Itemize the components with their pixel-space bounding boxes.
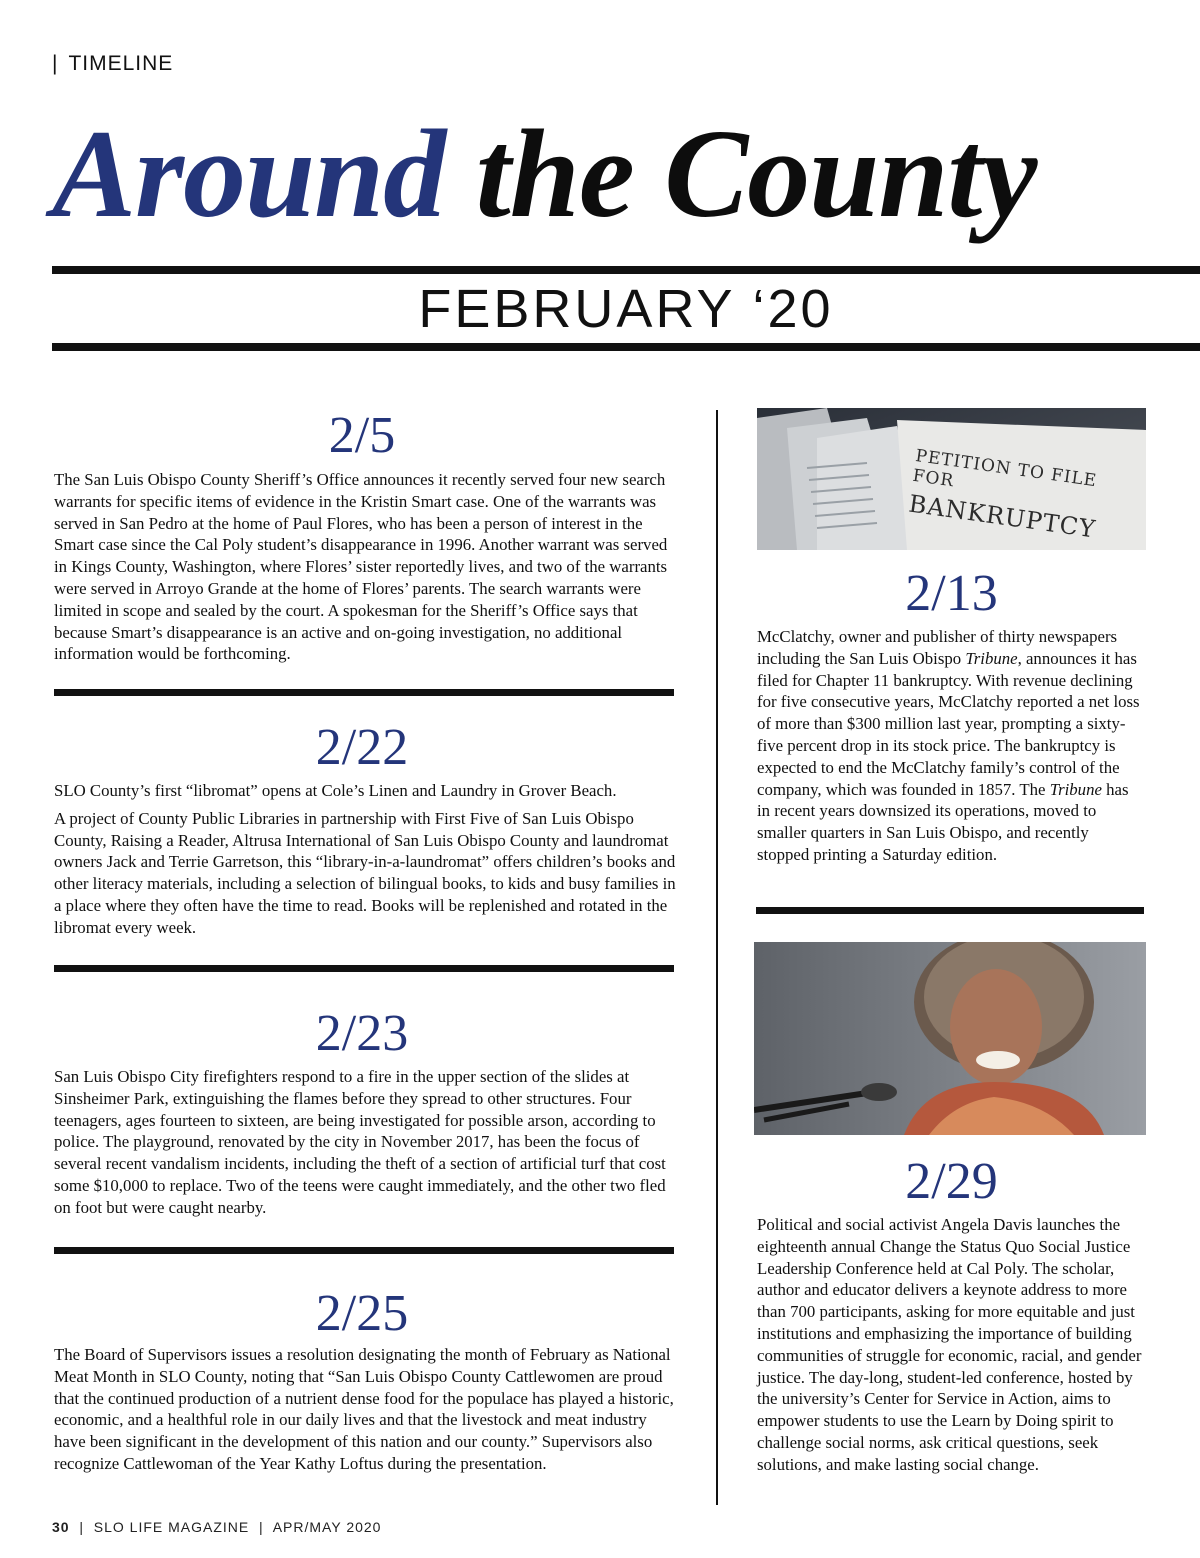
entry-text-2-5 (54, 469, 680, 671)
entry-date-2-29: 2/29 (905, 1153, 998, 1210)
entry-paragraph: Political and social activist Angela Davis launches the eighteenth annual Change the Status Quo Social Justice Leadership Conference held at Cal Poly. The scholar, author and educator delivers a keynote address to more than 700 participants, asking for more equitable and just institutions and emphasizing the importance of building communities of struggle for economic, racial, and gender justice. The day-long, student-led conference, hosted by the university’s Center for Service in Action, aims to empower students to use the Learn by Doing spirit to challenge social norms, ask critical questions, seek solutions, and make lasting social change. (757, 1215, 1142, 1474)
entry-text-italic: Tribune (965, 648, 1018, 668)
entry-date-2-25: 2/25 (315, 1285, 409, 1342)
page-footer (52, 1519, 381, 1535)
entry-date-2-13: 2/13 (905, 565, 998, 622)
entry-paragraph: The Board of Supervisors issues a resolution designating the month of February as National Meat Month in SLO County, noting that “San Luis Obispo County Cattlewomen are proud that the continued production of a nutrient dense food for the populace has played a historic, economic, and a healthful role in our daily lives and that the livestock and meat industry have been significant in the development of this nation and our county.” Supervisors also recognize Cattlewoman of the Year Kathy Loftus during the presentation. (54, 1345, 674, 1473)
photo-caption-line1: PETITION TO FILE FOR (911, 446, 1099, 492)
entry-separator (54, 1247, 674, 1254)
page-title (52, 100, 1200, 250)
entry-separator (756, 907, 1144, 914)
entry-paragraph: SLO County’s first “libromat” opens at Cole’s Linen and Laundry in Grover Beach. (54, 781, 617, 800)
entry-text-run: McClatchy, owner and publisher of thirty newspapers including the San Luis Obispo (757, 627, 1118, 668)
publication-name: SLO LIFE MAGAZINE (93, 1519, 250, 1535)
label-divider: | (52, 52, 59, 75)
entry-separator (54, 689, 674, 696)
entry-date-2-23: 2/23 (315, 1005, 409, 1062)
entry-paragraph: The San Luis Obispo County Sheriff’s Office announces it recently served four new search warrants for specific items of evidence in the Kristin Smart case. One of the warrants was served in San Pedro at the home of Paul Flores, who has been a person of interest in the Smart case since the Cal Poly student’s disappearance in 1996. Another warrant was served in Kings County, Washington, where Flores’ sister reportedly lives, and two of the warrants were served in Arroyo Grande at the home of Flores’ parents. The search warrants were limited in scope and sealed by the court. A spokesman for the Sheriff’s Office says that because Smart’s disappearance is an active and on-going investigation, no additional information would be forthcoming. (54, 470, 668, 664)
entry-text-2-23 (54, 1066, 680, 1225)
section-label (52, 52, 173, 76)
photo-caption-line2: BANKRUPTCY (906, 489, 1098, 544)
header-rule-bottom (52, 343, 1200, 351)
entry-date-2-22: 2/22 (315, 719, 409, 776)
entry-text-run: , announces it has filed for Chapter 11 bankruptcy. With revenue declining for five consecutive years, McClatchy reported a net loss of more than $300 million last year, prompting a sixty-five percent drop in its stock price. The bankruptcy is expected to end the McClatchy family’s control of the company, which was founded in 1857. The (757, 648, 1140, 799)
entry-date-2-5: 2/5 (328, 407, 396, 464)
entry-separator (54, 965, 674, 972)
page-number: 30 (52, 1519, 70, 1535)
column-divider (716, 410, 718, 1505)
entry-text-2-25 (54, 1344, 680, 1481)
footer-divider: | (74, 1519, 94, 1535)
entry-paragraph: San Luis Obispo City firefighters respond to a fire in the upper section of the slides at Sinsheimer Park, extinguishing the flames before they spread to other structures. Four teenagers, ages fourteen to sixteen, are being investigated for possible arson, according to police. The playground, renovated by the city in November 2017, has been the focus of several recent vandalism incidents, including the theft of a section of artificial turf that cost some $10,000 to replace. Two of the teens were caught immediately, and the other two fled on foot but were caught nearby. (54, 1067, 666, 1217)
entry-text-2-13 (757, 626, 1145, 872)
section-label-text: TIMELINE (68, 52, 174, 75)
title-word-around: Around (52, 105, 446, 244)
entry-text-2-22 (54, 780, 680, 945)
bankruptcy-photo (757, 408, 1146, 550)
entry-paragraph: A project of County Public Libraries in partnership with First Five of San Luis Obispo County, Raising a Reader, Altrusa International of San Luis Obispo County and laundromat owners Jack and Terrie Garretson, this “library-in-a-laundromat” offers children’s books and other literacy materials, including a selection of bilingual books, to kids and busy families in a place where they often have the time to read. Books will be replenished and rotated in the libromat every week. (54, 808, 676, 937)
entry-text-italic: Tribune (1049, 779, 1102, 799)
entry-text-run: has in recent years downsized its operations, moved to smaller quarters in San Luis Obispo, and recently stopped printing a Saturday edition. (757, 779, 1129, 864)
title-the-county: the County (475, 105, 1037, 244)
month-heading: FEBRUARY ‘20 (418, 279, 834, 339)
speaker-photo (754, 942, 1146, 1135)
footer-divider: | (254, 1519, 273, 1535)
header-rule-top (52, 266, 1200, 274)
entry-text-2-29 (757, 1214, 1145, 1482)
entry-paragraph (757, 626, 1145, 866)
issue-date: APR/MAY 2020 (272, 1519, 382, 1535)
speaker-photo-art (754, 942, 1146, 1135)
